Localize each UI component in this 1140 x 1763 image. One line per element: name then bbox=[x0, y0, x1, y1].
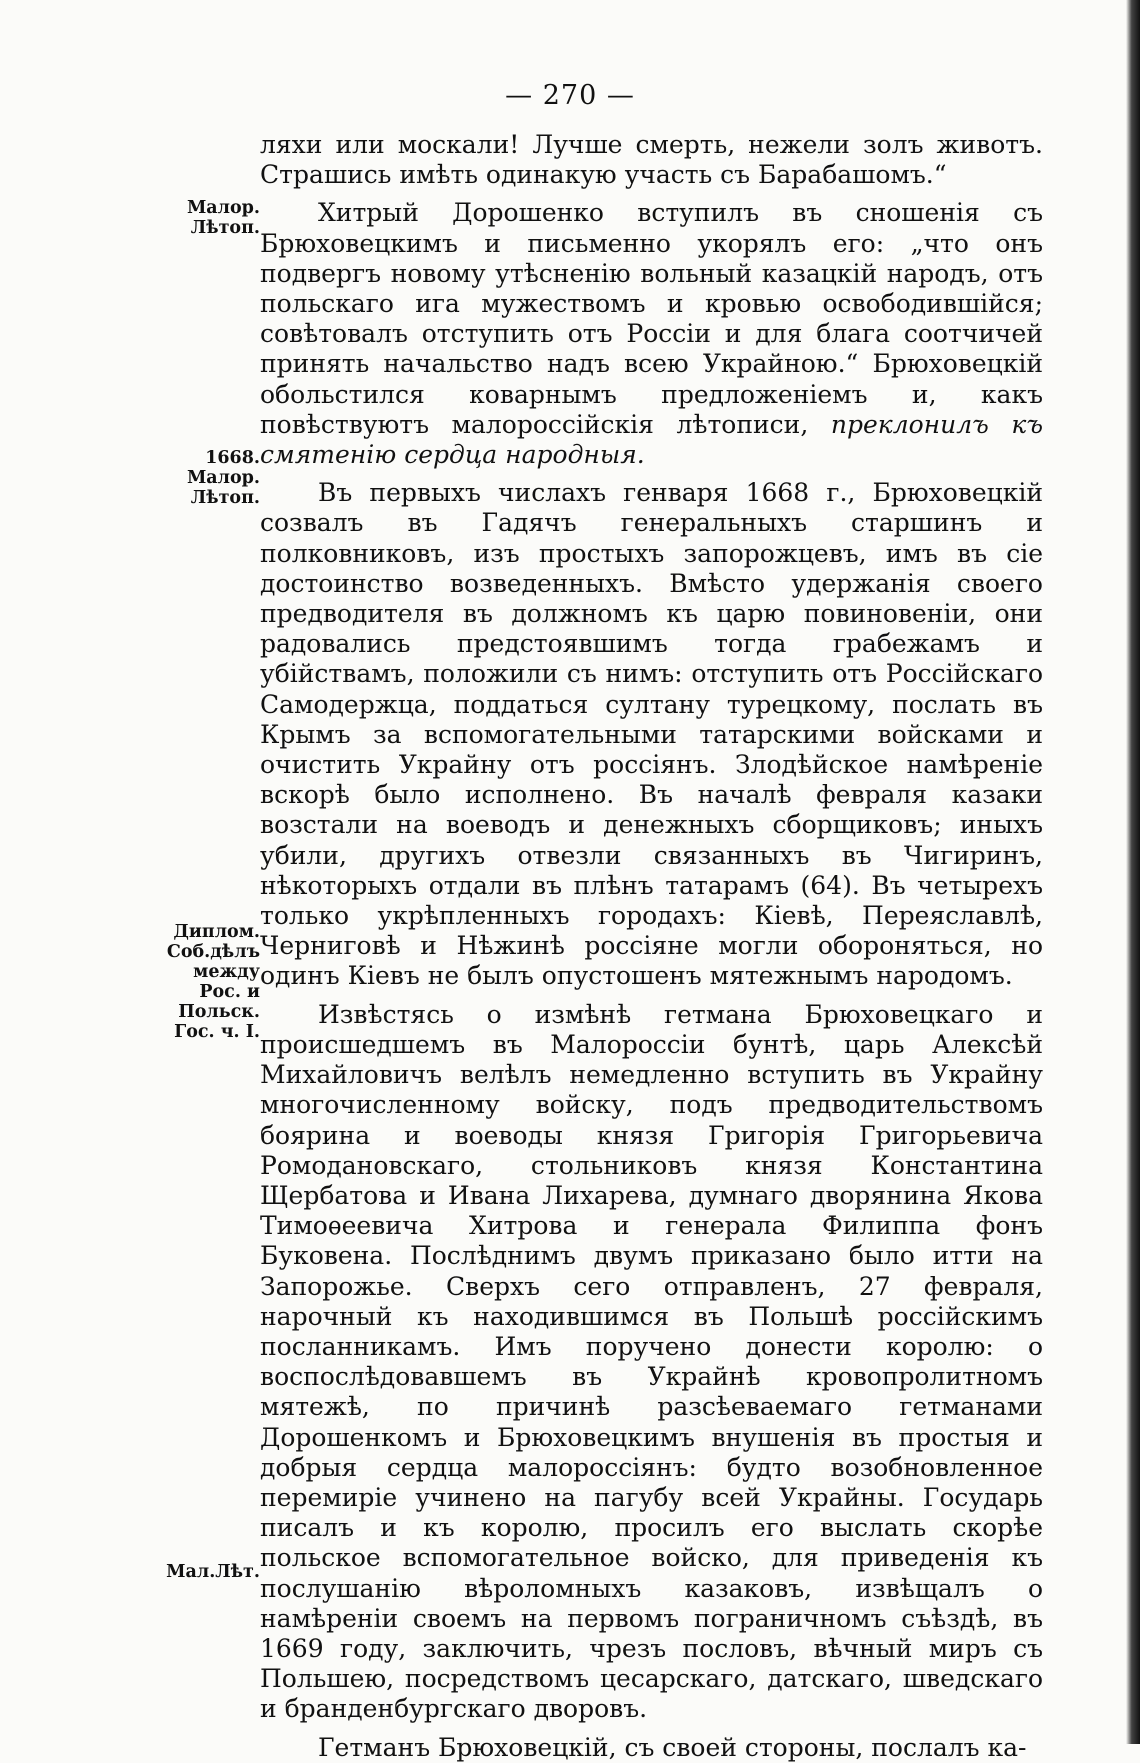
margin-note-line: Диплом. bbox=[173, 922, 260, 942]
page-edge-shadow bbox=[1126, 0, 1140, 1744]
paragraph-continuation: ляхи или москали! Лучше смерть, нежели золъ животъ. Страшись имѣть одинакую участь съ Барабашомъ.“ bbox=[260, 130, 1043, 190]
margin-note-line: Лѣтоп. bbox=[190, 218, 260, 238]
margin-note-line: Гос. ч. I. bbox=[174, 1022, 260, 1042]
margin-note-line: Польск. bbox=[178, 1002, 260, 1022]
paragraph-doroshenko-text: Хитрый Дорошенко вступилъ въ сношенія съ Брюховецкимъ и письменно укорялъ его: „что онъ подвергъ новому утѣсненію вольный казацкій народъ, отъ польскаго ига мужествомъ и кровью освободившійся; совѣтовалъ отступить отъ Россіи и для блага соотчичей принять начальство надъ всею Украйною.“ Брюховецкій обольстился коварнымъ предложеніемъ и, какъ повѣствуютъ малороссійскія лѣтописи, bbox=[260, 198, 1043, 439]
page-number: — 270 — bbox=[505, 80, 635, 111]
margin-note-malor-letop-1 bbox=[148, 198, 260, 238]
margin-note-diplom bbox=[148, 922, 260, 1042]
paragraph-tsar-response: Извѣстясь о измѣнѣ гетмана Брюховецкаго и происшедшемъ въ Малороссіи бунтѣ, царь Алексѣй Михайловичъ велѣлъ немедленно вступить въ Украйну многочисленному войску, подъ предводительствомъ боярина и воеводы князя Григорія Григорьевича Ромодановскаго, стольниковъ князя Константина Щербатова и Ивана Лихарева, думнаго дворянина Якова Тимоѳеевича Хитрова и генерала Филиппа фонъ Буковена. Послѣднимъ двумъ приказано было итти на Запорожье. Сверхъ сего отправленъ, 27 февраля, нарочный къ находившимся въ Польшѣ россійскимъ посланникамъ. Имъ поручено донести королю: о воспослѣдовавшемъ въ Украйнѣ кровопролитномъ мятежѣ, по причинѣ разсѣеваемаго гетманами Дорошенкомъ и Брюховецкимъ внушенія въ простыя и добрыя сердца малороссіянъ: будто возобновленное перемиріе учинено на пагубу всей Украйны. Государь писалъ и къ королю, просилъ его выслать скорѣе польское вспомогательное войско, для приведенія къ послушанію вѣроломныхъ казаковъ, извѣщалъ о намѣреніи своемъ на первомъ пограничномъ съѣздѣ, въ 1669 году, заключить, чрезъ пословъ, вѣчный миръ съ Польшею, посредствомъ цесарскаго, датскаго, шведскаго и бранденбургскаго дворовъ. bbox=[260, 999, 1043, 1724]
margin-note-line: между bbox=[193, 962, 260, 982]
margin-note-line: Малор. bbox=[186, 198, 260, 218]
paragraph-1668: Въ первыхъ числахъ генваря 1668 г., Брюховецкій созвалъ въ Гадячъ генеральныхъ старшинъ и полковниковъ, изъ простыхъ запорожцевъ, имъ въ сіе достоинство возведенныхъ. Вмѣсто удержанія своего предводителя въ должномъ къ царю повиновеніи, они радовались предстоявшимъ тогда грабежамъ и убійствамъ, положили съ нимъ: отступить отъ Россійскаго Самодержца, поддаться султану турецкому, послать въ Крымъ за вспомогательными татарскими войсками и очистить Украйну отъ россіянъ. Злодѣйское намѣреніе вскорѣ было исполнено. Въ началѣ февраля казаки возстали на воеводъ и денежныхъ сборщиковъ; иныхъ убили, другихъ отвезли связанныхъ въ Чигиринъ, нѣкоторыхъ отдали въ плѣнъ татарамъ (64). Въ четырехъ только укрѣпленныхъ городахъ: Кіевѣ, Переяславлѣ, Черниговѣ и Нѣжинѣ россіяне могли обороняться, но одинъ Кіевъ не былъ опустошенъ мятежнымъ народомъ. bbox=[260, 478, 1043, 991]
paragraph-doroshenko bbox=[260, 198, 1043, 470]
margin-note-1668 bbox=[148, 448, 260, 508]
paragraph-hetman-last: Гетманъ Брюховецкій, съ своей стороны, послалъ ка- bbox=[318, 1732, 1027, 1762]
margin-note-mal-let bbox=[148, 1562, 260, 1582]
margin-note-line: 1668. bbox=[205, 448, 260, 468]
margin-note-line: Соб.дѣлъ bbox=[166, 942, 260, 962]
paragraph-doroshenko-italic: преклонилъ къ смятенію сердца народныя. bbox=[260, 409, 1043, 470]
main-text bbox=[260, 130, 1043, 1763]
margin-note-line: Рос. и bbox=[199, 982, 260, 1002]
margin-note-line: Мал.Лѣт. bbox=[166, 1562, 260, 1582]
margin-note-line: Малор. bbox=[186, 468, 260, 488]
margin-note-line: Лѣтоп. bbox=[190, 488, 260, 508]
